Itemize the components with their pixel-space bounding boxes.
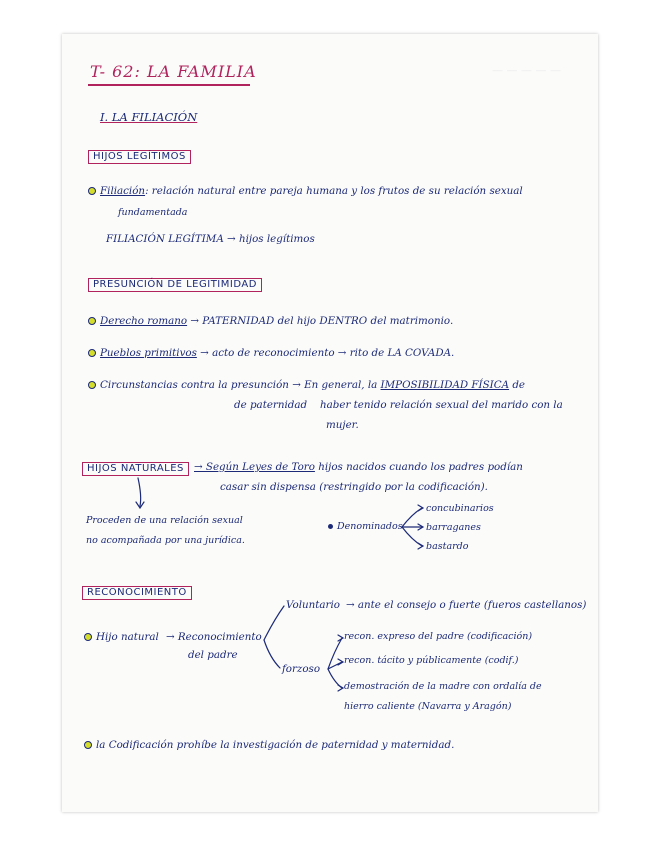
forzoso-branch-3 bbox=[328, 669, 342, 688]
arrow-head bbox=[418, 505, 423, 511]
box-presuncion: PRESUNCIÓN DE LEGITIMIDAD bbox=[88, 278, 262, 292]
page-title: T- 62: LA FAMILIA bbox=[90, 62, 257, 81]
arrow-head bbox=[338, 659, 343, 665]
forzoso-2: recon. tácito y públicamente (codif.) bbox=[344, 655, 519, 666]
branch-voluntario bbox=[264, 606, 284, 640]
box-hijos-naturales: HIJOS NATURALES bbox=[82, 462, 189, 476]
forzoso-1: recon. expreso del padre (codificación) bbox=[344, 631, 533, 642]
arrow-head bbox=[338, 635, 343, 641]
section-heading: I. LA FILIACIÓN bbox=[100, 110, 198, 124]
filiacion-def: : relación natural entre pareja humana y los frutos de su relación sexual bbox=[145, 185, 523, 197]
filiacion-term: Filiación bbox=[100, 185, 146, 197]
forzoso: forzoso bbox=[282, 663, 321, 675]
line3-c: de paternidad bbox=[234, 399, 308, 411]
opt-bastardo: bastardo bbox=[426, 541, 469, 552]
opt-barraganes: barraganes bbox=[426, 522, 481, 533]
arrow-head bbox=[418, 543, 423, 549]
final-text: la Codificación prohíbe la investigación de paternidad y maternidad. bbox=[96, 739, 455, 751]
recon-1: → Reconocimiento bbox=[166, 631, 262, 643]
proceden-1: Proceden de una relación sexual bbox=[86, 515, 243, 526]
box-hijos-legitimos: HIJOS LEGÍTIMOS bbox=[88, 150, 191, 164]
naturales-down-arrow bbox=[138, 478, 141, 506]
bleed-through-text: — — — — — bbox=[492, 64, 561, 77]
hijo-natural: Hijo natural bbox=[96, 631, 159, 643]
denominados: Denominados bbox=[337, 521, 403, 532]
voluntario-rest: → ante el consejo o fuerte (fueros castellanos) bbox=[346, 599, 587, 611]
line3-e: mujer. bbox=[326, 419, 359, 431]
imposibilidad-fisica: IMPOSIBILIDAD FÍSICA bbox=[380, 379, 510, 391]
filiacion-def2: fundamentada bbox=[118, 207, 188, 218]
branch-forzoso bbox=[264, 640, 280, 668]
recon-2: del padre bbox=[188, 649, 238, 661]
box-reconocimiento: RECONOCIMIENTO bbox=[82, 586, 192, 600]
derecho-romano: Derecho romano bbox=[100, 315, 188, 327]
arrow-diagram bbox=[62, 34, 598, 812]
line1-rest: → PATERNIDAD del hijo DENTRO del matrimonio. bbox=[190, 315, 454, 327]
naturales-rest2: casar sin dispensa (restringido por la codificación). bbox=[220, 481, 488, 493]
line3-d: haber tenido relación sexual del marido con la bbox=[320, 399, 563, 411]
leyes-de-toro: → Según Leyes de Toro bbox=[194, 461, 315, 473]
line3-b: → En general, la bbox=[292, 379, 378, 391]
voluntario: Voluntario bbox=[286, 599, 340, 611]
arrow-head bbox=[338, 685, 343, 691]
proceden-2: no acompañada por una jurídica. bbox=[86, 535, 245, 546]
filiacion-legitima: FILIACIÓN LEGÍTIMA → hijos legítimos bbox=[106, 233, 315, 245]
line2-rest: → acto de reconocimiento → rito de LA COVADA. bbox=[200, 347, 455, 359]
line3-de: de bbox=[512, 379, 526, 391]
opt-concubinarios: concubinarios bbox=[426, 503, 494, 514]
line3-a: Circunstancias contra la presunción bbox=[100, 379, 289, 391]
naturales-rest1: hijos nacidos cuando los padres podían bbox=[318, 461, 523, 473]
forzoso-3b: hierro caliente (Navarra y Aragón) bbox=[344, 701, 512, 712]
notebook-page bbox=[62, 34, 598, 812]
forzoso-3a: demostración de la madre con ordalía de bbox=[344, 681, 542, 692]
pueblos-primitivos: Pueblos primitivos bbox=[100, 347, 197, 359]
